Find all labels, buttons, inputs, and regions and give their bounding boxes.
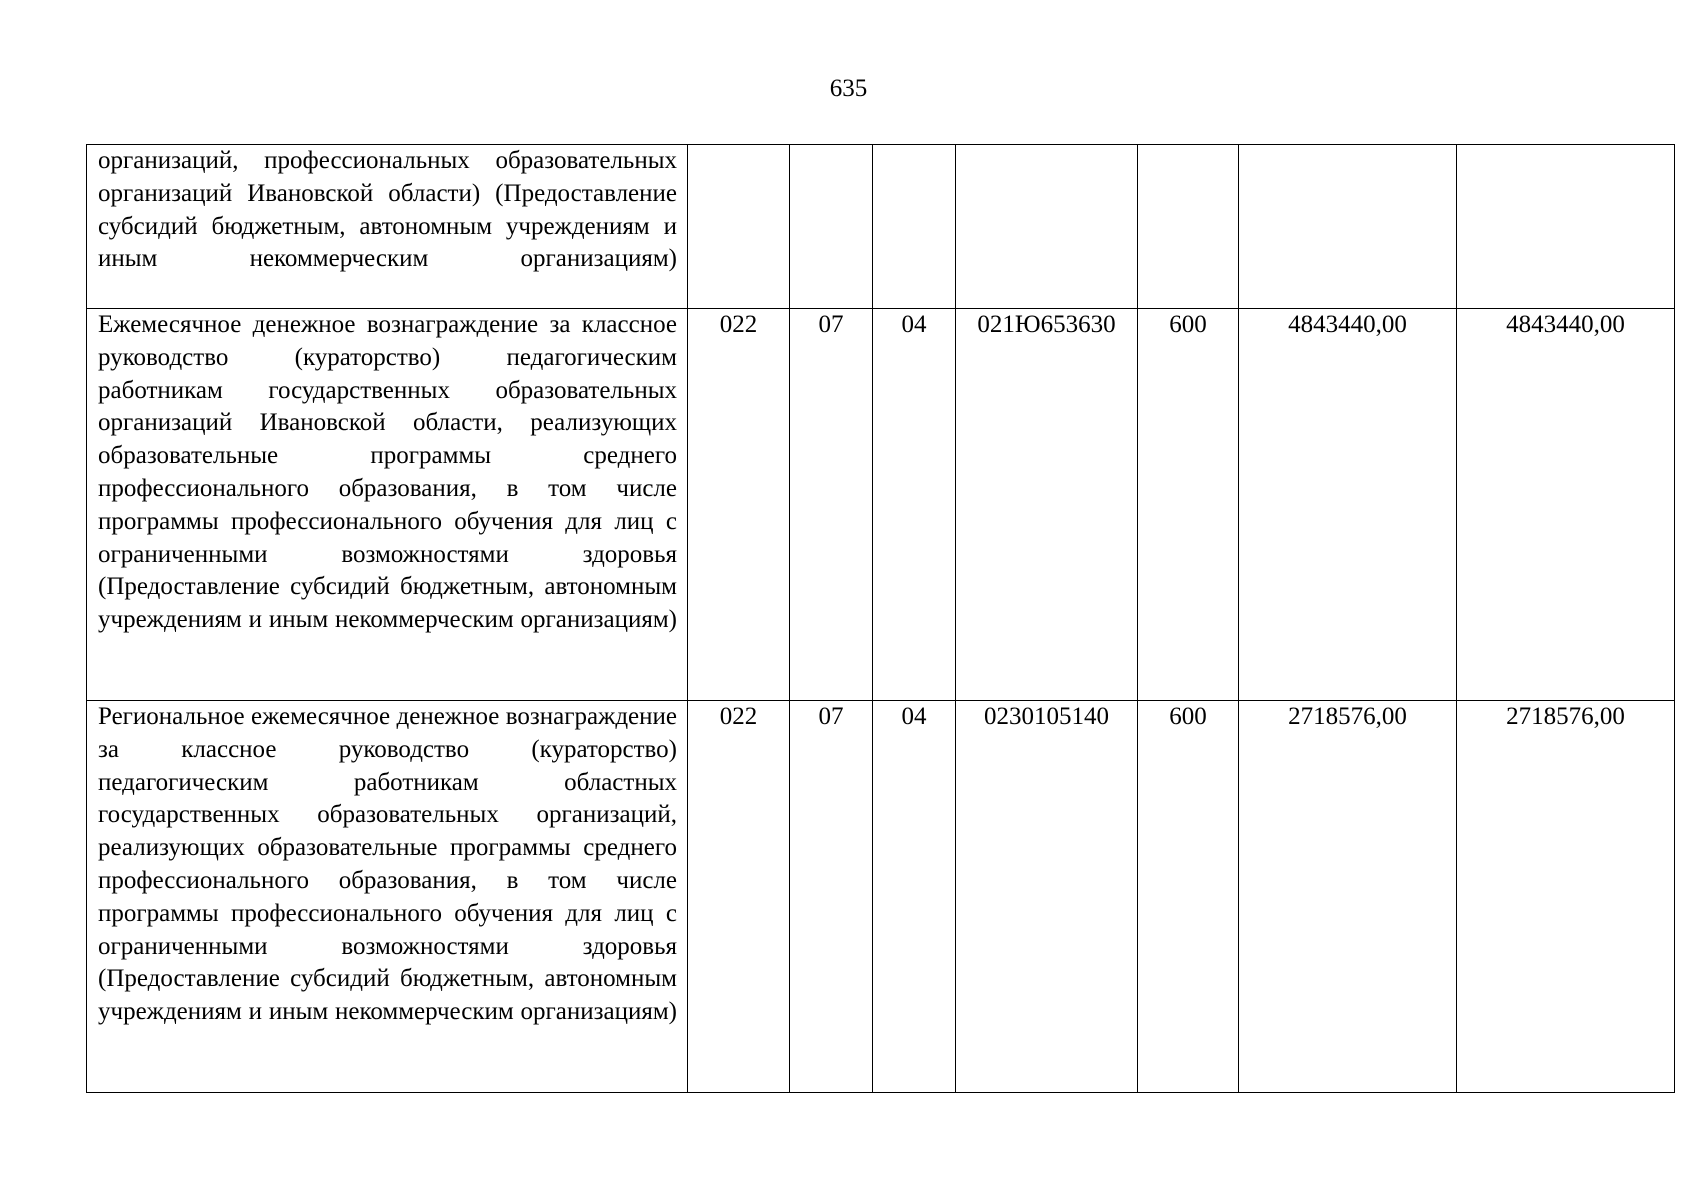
expense-type-code: 600 [1138,309,1239,701]
target-item-code: 0230105140 [956,701,1138,1093]
table-row [87,309,1675,701]
table-row [87,701,1675,1093]
table-row [87,145,1675,309]
target-item-code: 021Ю653630 [956,309,1138,701]
amount-first: 2718576,00 [1239,701,1457,1093]
expense-type-code: 600 [1138,701,1239,1093]
row-description: организаций, профессиональных образовательных организаций Ивановской области) (Предоставление субсидий бюджетным, автономным учреждениям и иным некоммерческим организациям) [87,145,688,309]
amount-second [1457,145,1675,309]
page-number: 635 [829,75,868,102]
row-description: Ежемесячное денежное вознаграждение за классное руководство (кураторство) педагогическим работникам государственных образовательных организаций Ивановской области, реализующих образовательные программы среднего профессионального образования, в том числе программы профессионального обучения для лиц с ограниченными возможностями здоровья (Предоставление субсидий бюджетным, автономным учреждениям и иным некоммерческим организациям) [87,309,688,701]
section-code [790,145,873,309]
amount-second: 4843440,00 [1457,309,1675,701]
subsection-code [873,145,956,309]
amount-first [1239,145,1457,309]
budget-table [86,144,1675,1093]
subsection-code: 04 [873,701,956,1093]
row-description: Региональное ежемесячное денежное вознаграждение за классное руководство (кураторство) педагогическим работникам областных государственных образовательных организаций, реализующих образовательные программы среднего профессионального образования, в том числе программы профессионального обучения для лиц с ограниченными возможностями здоровья (Предоставление субсидий бюджетным, автономным учреждениям и иным некоммерческим организациям) [87,701,688,1093]
ministry-code [688,145,790,309]
amount-second: 2718576,00 [1457,701,1675,1093]
section-code: 07 [790,701,873,1093]
subsection-code: 04 [873,309,956,701]
section-code: 07 [790,309,873,701]
target-item-code [956,145,1138,309]
amount-first: 4843440,00 [1239,309,1457,701]
ministry-code: 022 [688,309,790,701]
expense-type-code [1138,145,1239,309]
ministry-code: 022 [688,701,790,1093]
